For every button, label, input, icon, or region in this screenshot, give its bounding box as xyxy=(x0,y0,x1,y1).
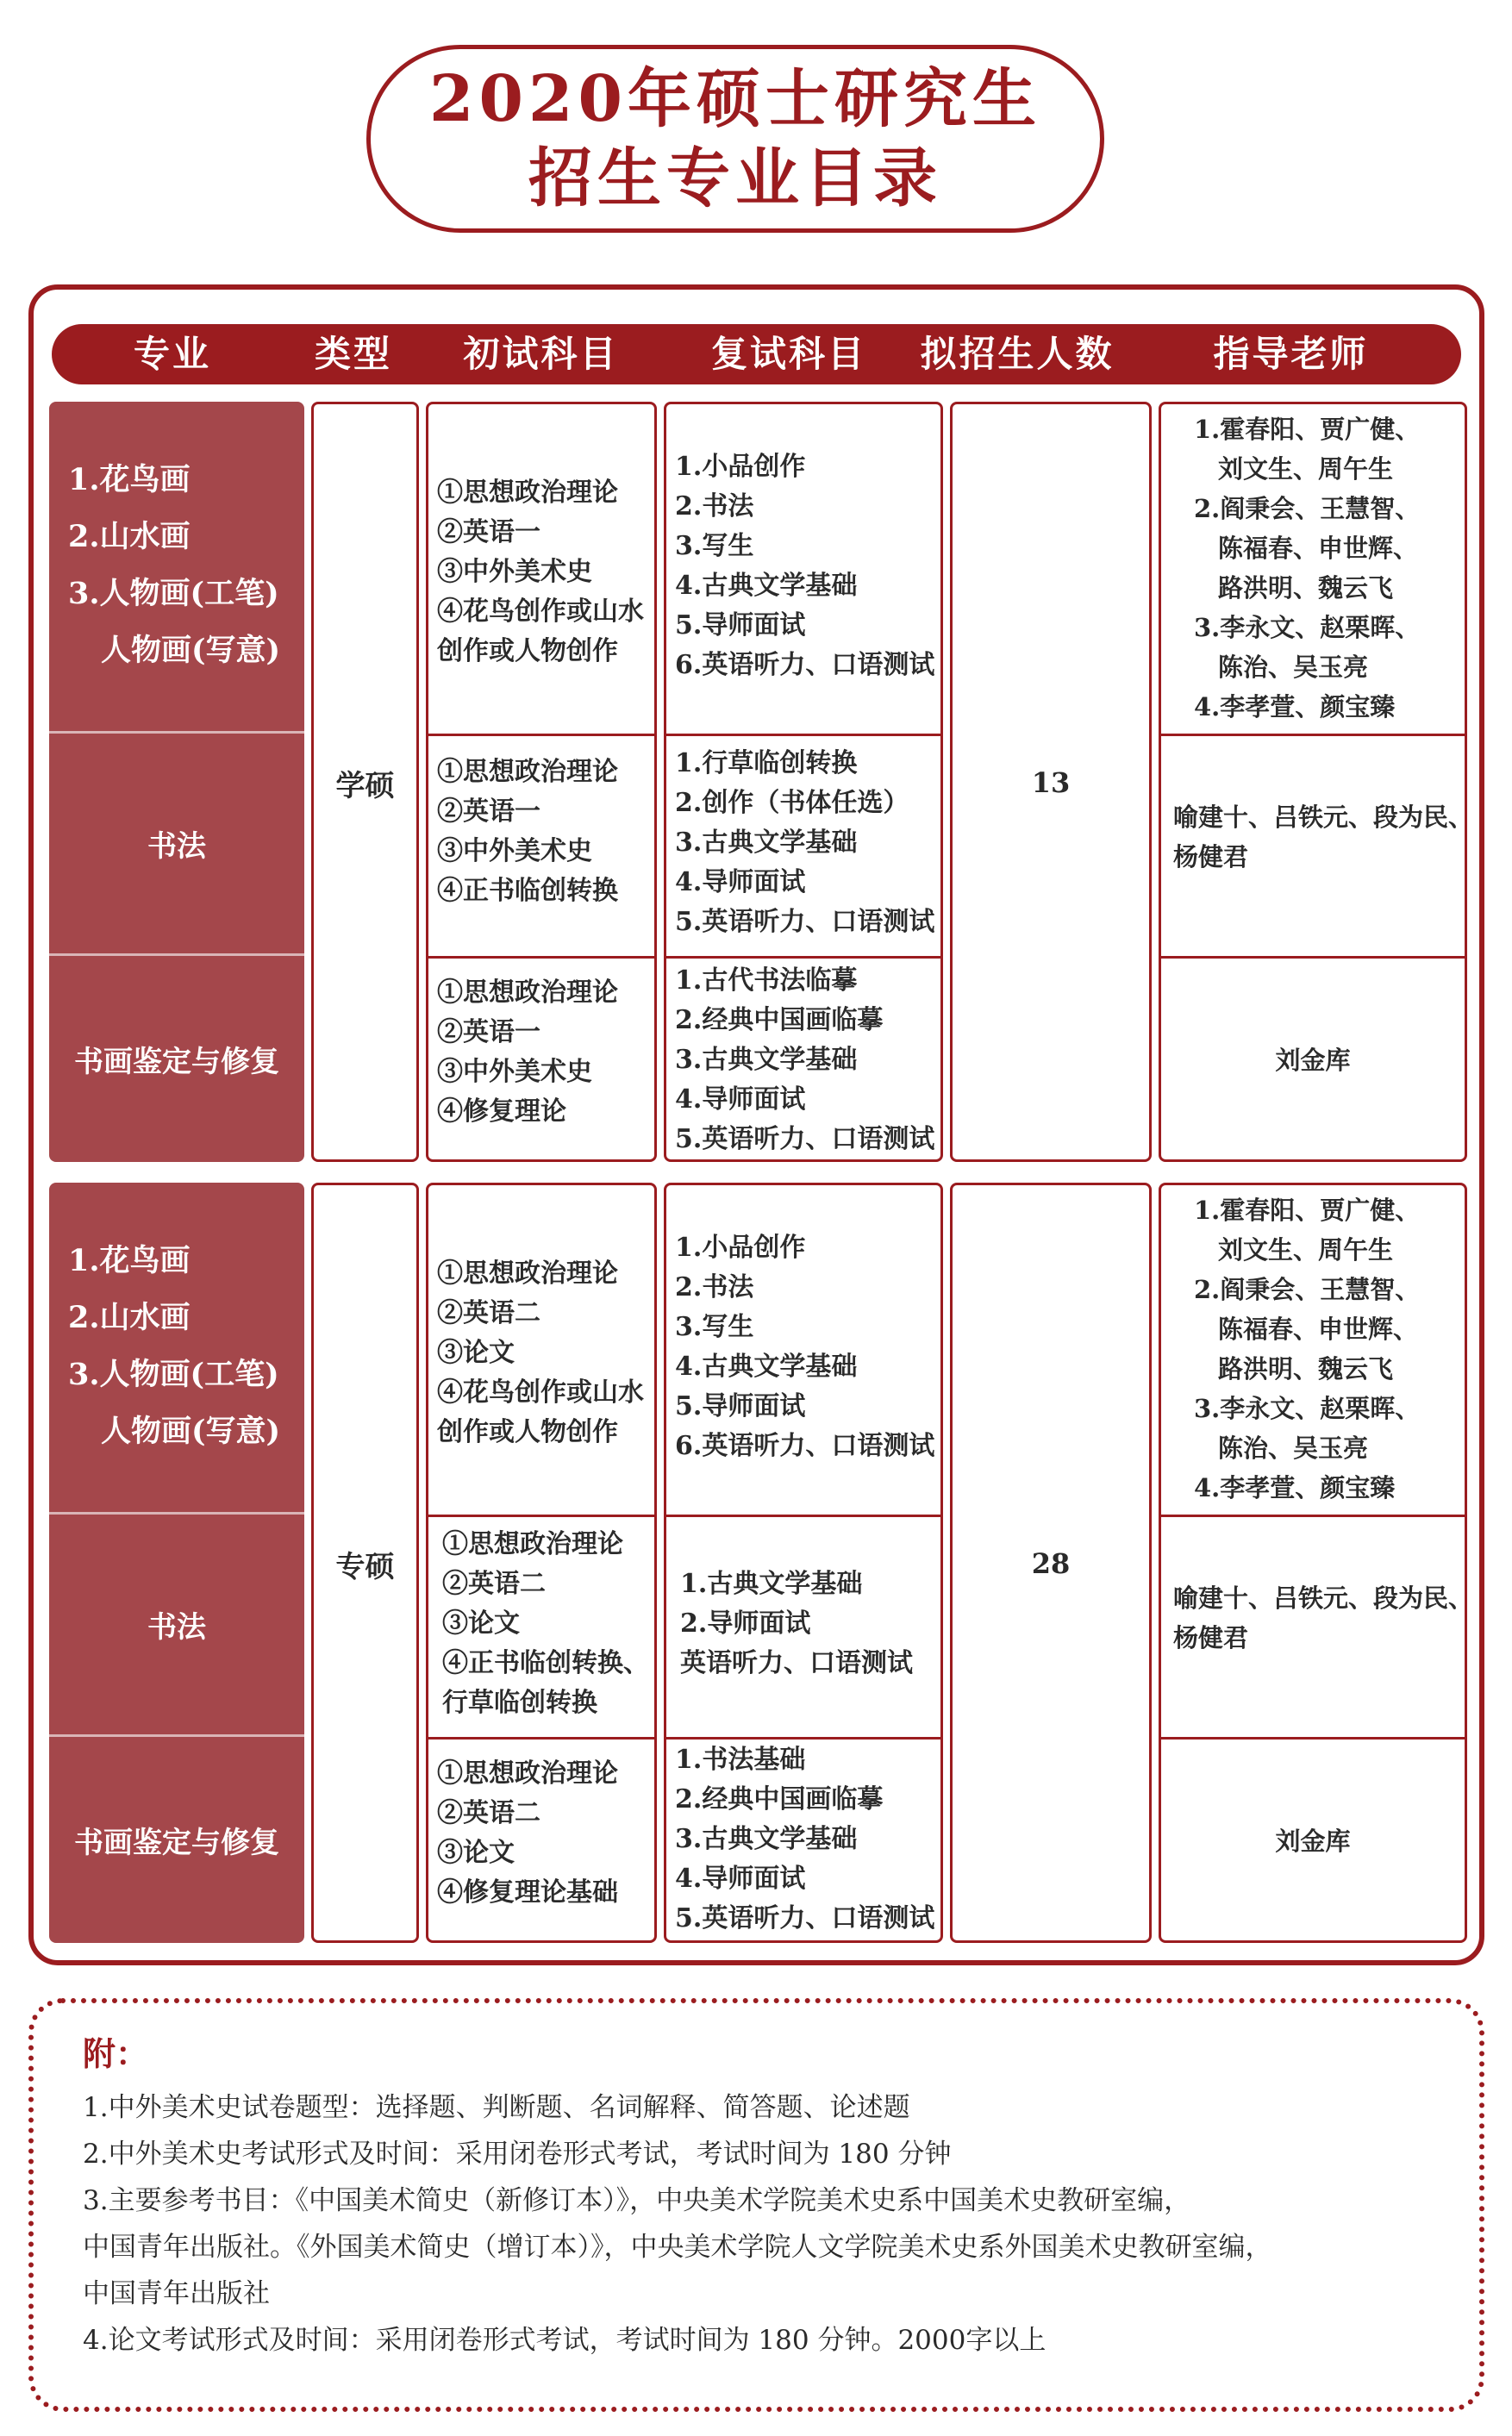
count-cell: 13 xyxy=(950,402,1152,1162)
table-header xyxy=(52,324,1461,384)
teacher-list: 1.霍春阳、贾广健、 刘文生、周午生 2.阎秉会、王慧智、 陈福春、申世辉、 路洪明、魏云飞 3.李永文、赵栗晖、 陈治、吴玉亮 4.李孝萱、颜宝臻 xyxy=(1194,1196,1421,1502)
teacher-list: 1.霍春阳、贾广健、 刘文生、周午生 2.阎秉会、王慧智、 陈福春、申世辉、 路洪明、魏云飞 3.李永文、赵栗晖、 陈治、吴玉亮 4.李孝萱、颜宝臻 xyxy=(1194,415,1421,721)
header-retest: 复试科目 xyxy=(710,333,866,375)
major-calligraphy: 书法 xyxy=(147,1610,206,1645)
major-restoration: 书画鉴定与修复 xyxy=(74,1045,279,1079)
teacher-list: 喻建十、吕铁元、段为民、 杨健君 xyxy=(1173,1583,1474,1652)
appendix-line: 1.中外美术史试卷题型：选择题、判断题、名词解释、简答题、论述题 xyxy=(83,2092,910,2123)
teacher-list: 刘金库 xyxy=(1275,1827,1351,1856)
teacher-list: 喻建十、吕铁元、段为民、 杨健君 xyxy=(1173,803,1474,871)
row-divider xyxy=(428,734,654,736)
header-type: 类型 xyxy=(314,333,392,375)
type-cell: 专硕 xyxy=(311,1183,419,1943)
row-divider xyxy=(1161,734,1465,736)
prelim-list: ①思想政治理论 ②英语二 ③论文 ④正书临创转换、 行草临创转换 xyxy=(442,1529,649,1718)
row-divider xyxy=(666,956,940,959)
major-item: 人物画(写意) xyxy=(101,1414,281,1449)
page-title xyxy=(366,45,1104,233)
teacher-column xyxy=(1159,1183,1474,1943)
header-teacher: 指导老师 xyxy=(1213,333,1369,375)
major-painting xyxy=(68,1233,280,1460)
prelim-column xyxy=(426,402,657,1162)
row-divider xyxy=(1161,956,1465,959)
retest-list: 1.古代书法临摹 2.经典中国画临摹 3.古典文学基础 4.导师面试 5.英语听力、口语测试 xyxy=(675,965,935,1154)
header-major: 专业 xyxy=(133,333,211,375)
row-divider xyxy=(666,734,940,736)
teacher-column xyxy=(1159,402,1474,1162)
title-line-1: 2020年硕士研究生 xyxy=(429,62,1041,136)
title-line-2: 招生专业目录 xyxy=(528,141,942,215)
major-item: 3.人物画(工笔) xyxy=(68,576,279,611)
retest-list: 1.书法基础 2.经典中国画临摹 3.古典文学基础 4.导师面试 5.英语听力、口语测试 xyxy=(675,1745,935,1933)
major-painting xyxy=(68,452,280,679)
prelim-list: ①思想政治理论 ②英语二 ③论文 ④修复理论基础 xyxy=(437,1758,618,1908)
prelim-list: ①思想政治理论 ②英语一 ③中外美术史 ④正书临创转换 xyxy=(437,757,618,906)
row-divider xyxy=(666,1737,940,1740)
major-item: 1.花鸟画 xyxy=(68,462,191,497)
major-item: 人物画(写意) xyxy=(101,633,281,668)
prelim-column xyxy=(426,1183,657,1943)
appendix-title: 附： xyxy=(83,2034,149,2073)
major-item: 2.山水画 xyxy=(68,1300,191,1335)
row-divider xyxy=(1161,1737,1465,1740)
prelim-list: ①思想政治理论 ②英语一 ③中外美术史 ④花鸟创作或山水 创作或人物创作 xyxy=(437,478,644,666)
prelim-list: ①思想政治理论 ②英语一 ③中外美术史 ④修复理论 xyxy=(437,978,618,1127)
appendix-line: 中国青年出版社 xyxy=(83,2278,270,2309)
row-divider xyxy=(666,1515,940,1517)
major-column xyxy=(49,402,304,1162)
header-count: 拟招生人数 xyxy=(920,333,1115,375)
appendix-line: 3.主要参考书目：《中国美术简史（新修订本）》，中央美术学院美术史系中国美术史教研室编， xyxy=(83,2185,1191,2216)
major-calligraphy: 书法 xyxy=(147,829,206,864)
retest-list: 1.古典文学基础 2.导师面试 英语听力、口语测试 xyxy=(680,1569,913,1678)
teacher-list: 刘金库 xyxy=(1275,1046,1351,1075)
header-prelim: 初试科目 xyxy=(463,333,619,375)
major-restoration: 书画鉴定与修复 xyxy=(74,1826,279,1860)
appendix-notes xyxy=(83,2084,1272,2364)
retest-column xyxy=(664,402,943,1162)
row-divider xyxy=(428,1737,654,1740)
appendix-line: 4.论文考试形式及时间：采用闭卷形式考试，考试时间为 180 分钟。2000字以上 xyxy=(83,2325,1047,2356)
major-column xyxy=(49,1183,304,1943)
major-item: 1.花鸟画 xyxy=(68,1243,191,1278)
row-divider xyxy=(428,956,654,959)
type-cell: 学硕 xyxy=(311,402,419,1162)
retest-list: 1.小品创作 2.书法 3.写生 4.古典文学基础 5.导师面试 6.英语听力、口语测试 xyxy=(675,452,935,680)
row-divider xyxy=(1161,1515,1465,1517)
major-item: 2.山水画 xyxy=(68,519,191,554)
count-cell: 28 xyxy=(950,1183,1152,1943)
retest-list: 1.小品创作 2.书法 3.写生 4.古典文学基础 5.导师面试 6.英语听力、口语测试 xyxy=(675,1233,935,1461)
prelim-list: ①思想政治理论 ②英语二 ③论文 ④花鸟创作或山水 创作或人物创作 xyxy=(437,1259,644,1447)
major-item: 3.人物画(工笔) xyxy=(68,1357,279,1392)
row-divider xyxy=(428,1515,654,1517)
retest-list: 1.行草临创转换 2.创作（书体任选） 3.古典文学基础 4.导师面试 5.英语听力、口语测试 xyxy=(675,748,935,937)
appendix-line: 2.中外美术史考试形式及时间：采用闭卷形式考试，考试时间为 180 分钟 xyxy=(83,2139,952,2170)
appendix-line: 中国青年出版社。《外国美术简史（增订本）》，中央美术学院人文学院美术史系外国美术史教研室编， xyxy=(83,2232,1272,2263)
retest-column xyxy=(664,1183,943,1943)
